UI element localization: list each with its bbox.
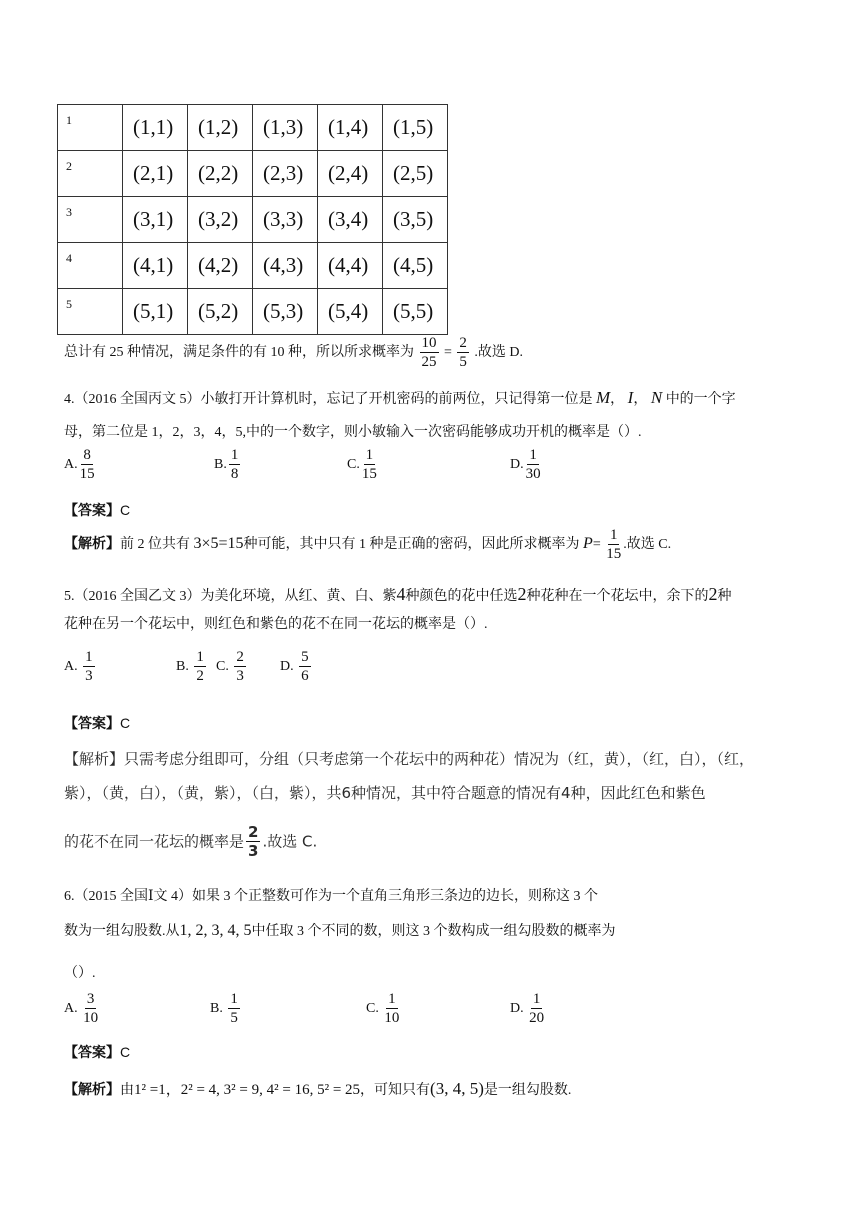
q4-analysis: 【解析】前 2 位共有 3×5=15种可能，其中只有 1 种是正确的密码，因此所求概率为 P= $\frac{1}{15}$ .故选 C.	[64, 527, 672, 562]
row-label: 1	[66, 113, 72, 127]
table-cell	[318, 289, 383, 335]
row-label: 4	[66, 251, 72, 265]
table-cell	[253, 105, 318, 151]
outcome-pair: (3,5)	[393, 207, 434, 231]
option-d: D. $\frac{5}{6}$	[280, 649, 309, 684]
option-d: D. $\frac{1}{30}$	[510, 447, 541, 482]
option-c: C. $\frac{2}{3}$	[216, 649, 244, 684]
q6-options	[64, 992, 664, 1038]
option-b: B. $\frac{1}{5}$	[210, 991, 238, 1026]
table-cell	[383, 105, 448, 151]
q5-line1: 5.（2016 全国乙文 3）为美化环境，从红、黄、白、紫4种颜色的花中任选2种花种在一个花坛中，余下的2种	[64, 584, 732, 604]
fraction: $\frac{2}{5}$	[459, 335, 467, 370]
table-cell	[123, 105, 188, 151]
outcome-pair: (1,1)	[133, 115, 174, 139]
outcome-pair: (4,2)	[198, 253, 239, 277]
outcome-pair: (3,4)	[328, 207, 369, 231]
outcome-pair: (5,5)	[393, 299, 434, 323]
q6-analysis: 【解析】由1² =1，2² = 4, 3² = 9, 4² = 16, 5² = 25，可知只有(3, 4, 5)是一组勾股数.	[64, 1079, 572, 1098]
table-cell	[123, 289, 188, 335]
outcome-pair: (2,1)	[133, 161, 174, 185]
table-cell	[383, 243, 448, 289]
table-cell	[188, 197, 253, 243]
q6-line3: （）.	[64, 966, 96, 981]
q6-line1: 6.（2015 全国Ⅰ文 4）如果 3 个正整数可作为一个直角三角形三条边的边长，则称这 3 个	[64, 889, 599, 904]
outcome-pair: (2,3)	[263, 161, 304, 185]
q6-answer: 【答案】C	[64, 1044, 131, 1061]
table-cell	[253, 243, 318, 289]
q5-analysis-line2: 紫），（黄，白），（黄，紫），（白，紫），共6种情况，其中符合题意的情况有4种，因此红色和紫色	[64, 784, 706, 802]
outcome-pair: (3,1)	[133, 207, 174, 231]
table-cell	[318, 197, 383, 243]
outcome-pair: (1,4)	[328, 115, 369, 139]
row-label-cell	[58, 197, 123, 243]
row-label-cell	[58, 105, 123, 151]
table-row	[58, 243, 448, 289]
option-a: A. $\frac{8}{15}$	[64, 447, 95, 482]
table-cell	[383, 197, 448, 243]
outcome-pair: (2,5)	[393, 161, 434, 185]
table-cell	[253, 151, 318, 197]
outcome-pair: (5,4)	[328, 299, 369, 323]
row-label-cell	[58, 151, 123, 197]
outcome-pair: (4,4)	[328, 253, 369, 277]
row-label: 5	[66, 297, 72, 311]
summary-text: 总计有 25 种情况，满足条件的有 10 种，所以所求概率为	[64, 345, 414, 361]
outcome-pair: (1,3)	[263, 115, 304, 139]
q5-answer: 【答案】C	[64, 715, 131, 732]
q5-options	[64, 650, 464, 696]
outcome-pair: (3,3)	[263, 207, 304, 231]
q4-answer: 【答案】C	[64, 502, 131, 519]
outcome-pair: (5,2)	[198, 299, 239, 323]
table-cell	[318, 105, 383, 151]
outcome-pair: (4,1)	[133, 253, 174, 277]
outcome-pair: (5,1)	[133, 299, 174, 323]
outcome-pair: (3,2)	[198, 207, 239, 231]
option-b: B. $\frac{1}{2}$	[176, 649, 204, 684]
option-b: B. $\frac{1}{8}$	[214, 447, 239, 482]
table-cell	[318, 243, 383, 289]
outcome-pair: (1,2)	[198, 115, 239, 139]
outcome-pair: (2,2)	[198, 161, 239, 185]
q4-options	[64, 448, 664, 494]
table-row	[58, 197, 448, 243]
outcome-table	[57, 104, 448, 335]
table-cell	[383, 151, 448, 197]
table-cell	[123, 197, 188, 243]
outcome-pair: (2,4)	[328, 161, 369, 185]
row-label: 2	[66, 159, 72, 173]
q4-line2: 母，第二位是 1，2，3，4，5,中的一个数字，则小敏输入一次密码能够成功开机的概率是（）.	[64, 425, 642, 440]
option-a: A. $\frac{3}{10}$	[64, 991, 99, 1026]
table-cell	[253, 289, 318, 335]
table-row	[58, 289, 448, 335]
table-cell	[123, 151, 188, 197]
table-cell	[188, 151, 253, 197]
row-label: 3	[66, 205, 72, 219]
q5-analysis-line1: 【解析】只需考虑分组即可，分组（只考虑第一个花坛中的两种花）情况为（红，黄），（红，白），（红，	[64, 750, 755, 768]
fraction: $\frac{10}{25}$	[421, 335, 437, 370]
table-cell	[383, 289, 448, 335]
table-row	[58, 151, 448, 197]
q4-line1: 4.（2016 全国丙文 5）小敏打开计算机时，忘记了开机密码的前两位，只记得第一位是 M， I， N 中的一个字	[64, 388, 736, 407]
table-cell	[318, 151, 383, 197]
table-cell	[188, 289, 253, 335]
table-cell	[188, 105, 253, 151]
outcome-pair: (4,3)	[263, 253, 304, 277]
row-label-cell	[58, 243, 123, 289]
summary-line: 总计有 25 种情况，满足条件的有 10 种，所以所求概率为 $\frac{10}{25}$ = $\frac{2}{5}$ .故选 D.	[64, 335, 524, 370]
outcome-pair: (4,5)	[393, 253, 434, 277]
table-cell	[123, 243, 188, 289]
q5-line2: 花种在另一个花坛中，则红色和紫色的花不在同一花坛的概率是（）.	[64, 617, 488, 632]
option-c: C. $\frac{1}{15}$	[347, 447, 377, 482]
table-cell	[253, 197, 318, 243]
q6-line2: 数为一组勾股数.从1, 2, 3, 4, 5中任取 3 个不同的数，则这 3 个数构成一组勾股数的概率为	[64, 922, 616, 939]
outcome-pair: (5,3)	[263, 299, 304, 323]
row-label-cell	[58, 289, 123, 335]
option-c: C. $\frac{1}{10}$	[366, 991, 400, 1026]
option-a: A. $\frac{1}{3}$	[64, 649, 93, 684]
table-cell	[188, 243, 253, 289]
option-d: D. $\frac{1}{20}$	[510, 991, 545, 1026]
q5-analysis-line3: 的花不在同一花坛的概率是 $\frac{2}{3}$ .故选 C.	[64, 823, 318, 860]
table-row	[58, 105, 448, 151]
outcome-pair: (1,5)	[393, 115, 434, 139]
